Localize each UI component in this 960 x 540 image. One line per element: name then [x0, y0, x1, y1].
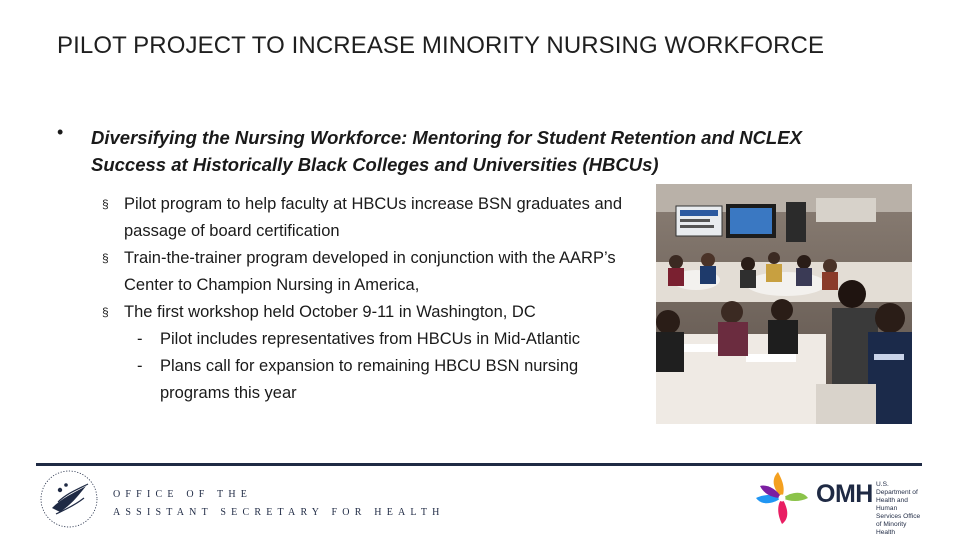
sub-bullet-item — [100, 191, 640, 245]
sub-bullet-item — [100, 245, 640, 299]
omh-subtitle: U.S. Department of Health and Human Services Office of Minority Health — [876, 481, 921, 536]
dash-bullet: - — [137, 357, 143, 375]
slide-title: PILOT PROJECT TO INCREASE MINORITY NURSING WORKFORCE — [57, 32, 825, 59]
office-line-2: ASSISTANT SECRETARY FOR HEALTH — [113, 507, 445, 518]
office-line-1: OFFICE OF THE — [113, 489, 253, 500]
sub-bullet-item — [100, 299, 640, 326]
workshop-photo — [656, 184, 912, 424]
square-bullet-icon: § — [102, 251, 109, 265]
square-bullet-icon: § — [102, 305, 109, 319]
sub-bullet-text: Train-the-trainer program developed in conjunction with the AARP’s Center to Champion Nursing in America, — [124, 249, 616, 294]
nested-bullet-item — [100, 326, 640, 353]
omh-pinwheel-icon — [752, 470, 816, 526]
omh-logo — [752, 470, 922, 536]
sub-bullet-text: Pilot program to help faculty at HBCUs increase BSN graduates and passage of board certification — [124, 195, 622, 240]
footer-divider — [36, 463, 922, 466]
sub-bullet-list — [100, 191, 640, 407]
nested-bullet-text: Plans call for expansion to remaining HBCU BSN nursing programs this year — [160, 357, 579, 402]
nested-bullet-item — [100, 353, 640, 407]
dash-bullet: - — [137, 330, 143, 348]
hhs-seal-logo — [38, 468, 104, 530]
sub-bullet-text: The first workshop held October 9-11 in Washington, DC — [124, 303, 536, 321]
omh-wordmark: OMH — [816, 480, 873, 508]
nested-bullet-text: Pilot includes representatives from HBCUs in Mid-Atlantic — [160, 330, 580, 348]
bullet-dot: • — [57, 122, 64, 142]
office-of-ash-wordmark — [113, 486, 445, 522]
main-bullet-text: Diversifying the Nursing Workforce: Mentoring for Student Retention and NCLEX Success at Historically Black Colleges and Universities (HBCUs) — [91, 127, 802, 175]
workshop-photo-illustration — [656, 184, 912, 424]
square-bullet-icon: § — [102, 197, 109, 211]
